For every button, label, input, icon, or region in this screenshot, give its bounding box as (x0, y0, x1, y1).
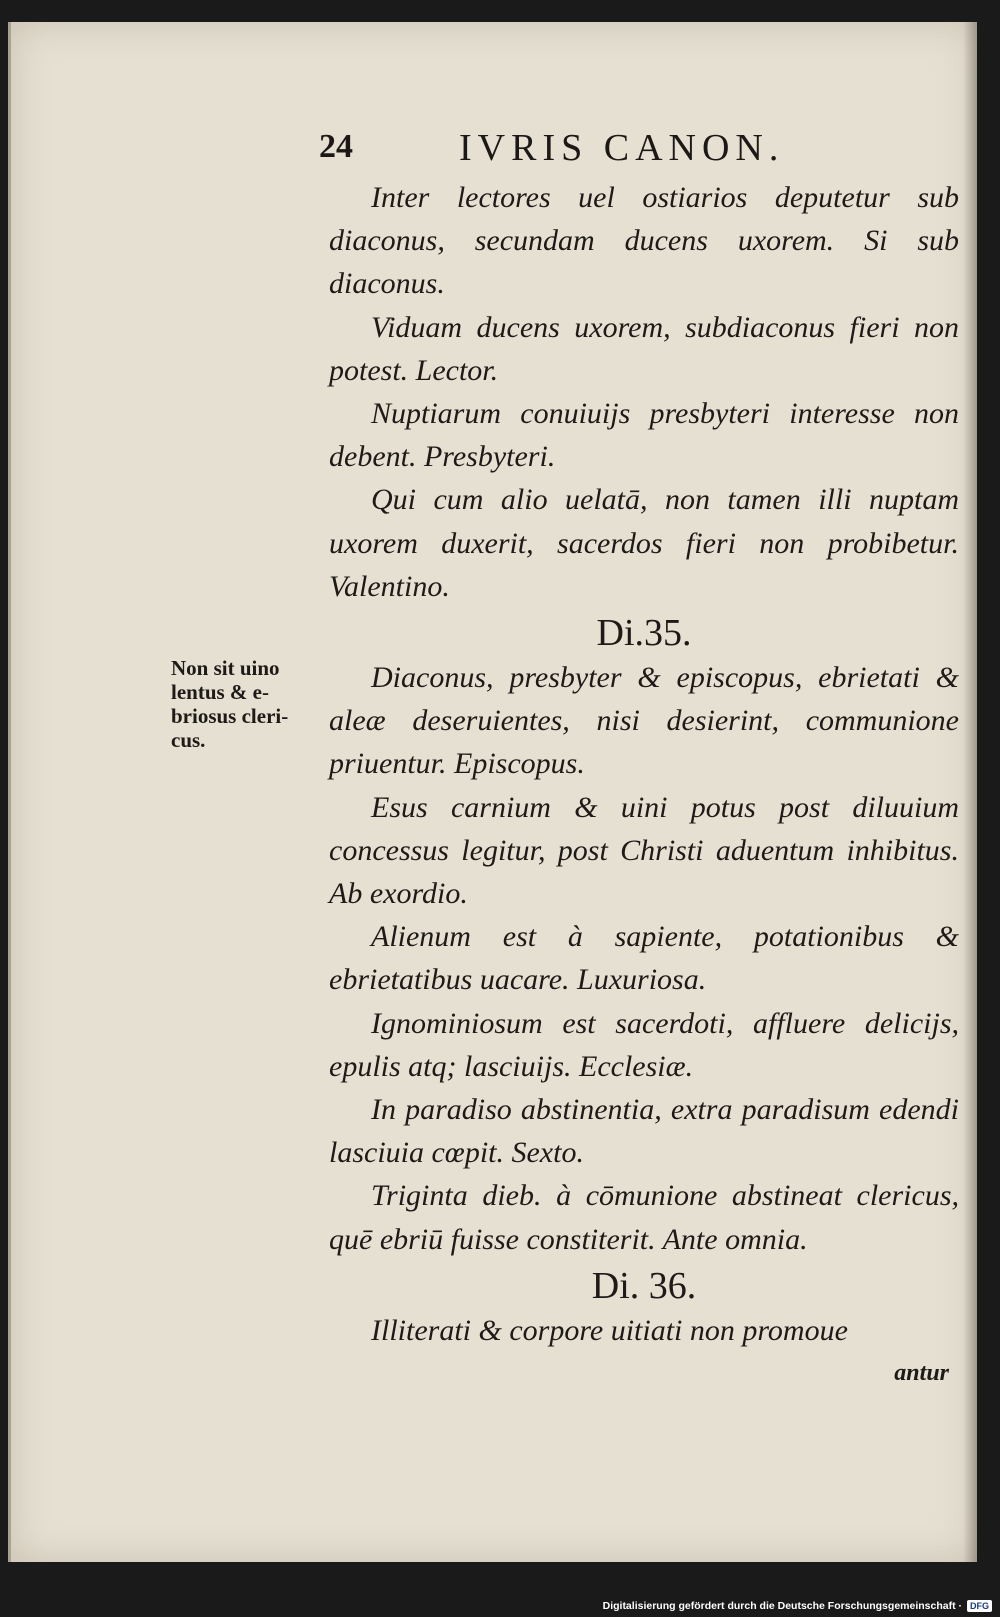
margin-note: Non sit uino lentus & e- briosus cleri- cus. (171, 656, 289, 752)
page-header (317, 122, 917, 178)
dfg-logo-icon: DFG (967, 1600, 992, 1612)
digitization-credit (603, 1598, 992, 1614)
paragraph: Alienum est à sapiente, potationibus & ebrietatibus uacare. Luxuriosa. (329, 920, 959, 997)
paragraph: Nuptiarum conuiuijs presbyteri interesse non debent. Presbyteri. (329, 397, 959, 474)
running-title: IVRIS CANON. (459, 127, 785, 169)
paragraph: Diaconus, presbyter & episcopus, ebrietati & aleæ deseruientes, nisi desierint, communione priuentur. Episcopus. (329, 661, 959, 781)
paragraph: Illiterati & corpore uitiati non promoue (371, 1313, 848, 1347)
paragraph: Triginta dieb. à cōmunione abstineat clericus, quē ebriū fuisse constiterit. Ante omnia. (329, 1179, 959, 1256)
credit-text: Digitalisierung gefördert durch die Deutsche Forschungsgemeinschaft · (602, 1600, 962, 1612)
paragraph: Viduam ducens uxorem, subdiaconus fieri non potest. Lector. (329, 310, 959, 387)
paragraph: Inter lectores uel ostiarios deputetur sub diaconus, secundam ducens uxorem. Si sub diaconus. (329, 181, 959, 301)
paragraph: Esus carnium & uini potus post diluuium concessus legitur, post Christi aduentum inhibitus. Ab exordio. (329, 790, 959, 911)
paragraph: Qui cum alio uelatā, non tamen illi nuptam uxorem duxerit, sacerdos fieri non probibetur. Valentino. (329, 483, 959, 603)
section-heading-36: Di. 36. (591, 1264, 697, 1307)
main-text (329, 176, 959, 1395)
paragraph: In paradiso abstinentia, extra paradisum edendi lasciuia cœpit. Sexto. (329, 1093, 959, 1170)
book-page (8, 22, 977, 1562)
catchword: antur (894, 1360, 949, 1387)
paragraph: Ignominiosum est sacerdoti, affluere delicijs, epulis atq; lasciuijs. Ecclesiæ. (329, 1006, 959, 1083)
section-heading-35: Di.35. (596, 612, 692, 655)
page-number: 24 (319, 128, 353, 165)
